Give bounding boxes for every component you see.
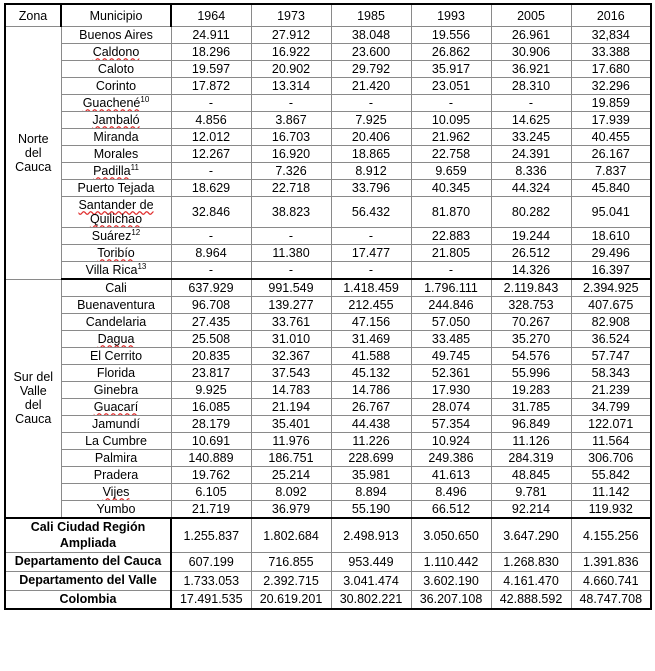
population-value: 48.845	[491, 467, 571, 484]
population-value: 16.397	[571, 262, 651, 280]
population-value: 2.119.843	[491, 279, 571, 297]
total-value: 20.619.201	[251, 590, 331, 609]
population-value: 6.105	[171, 484, 251, 501]
zone-label: Sur del Valle del Cauca	[5, 279, 61, 518]
population-value: 37.543	[251, 365, 331, 382]
population-value: 19.762	[171, 467, 251, 484]
population-value: 21.719	[171, 501, 251, 519]
total-value: 716.855	[251, 553, 331, 572]
population-value: 18.629	[171, 180, 251, 197]
population-value: 21.805	[411, 245, 491, 262]
population-value: 23.817	[171, 365, 251, 382]
population-value: -	[251, 95, 331, 112]
population-value: 22.718	[251, 180, 331, 197]
population-value: 244.846	[411, 297, 491, 314]
column-header-1985: 1985	[331, 4, 411, 27]
table-row	[5, 450, 651, 467]
table-row	[5, 197, 651, 228]
population-value: 22.758	[411, 146, 491, 163]
population-value: 20.835	[171, 348, 251, 365]
population-value: 32,834	[571, 27, 651, 44]
table-row	[5, 314, 651, 331]
column-header-1973: 1973	[251, 4, 331, 27]
population-value: 4.856	[171, 112, 251, 129]
population-value: 57.050	[411, 314, 491, 331]
population-value: 284.319	[491, 450, 571, 467]
population-value: 8.336	[491, 163, 571, 180]
population-value: 19.244	[491, 228, 571, 245]
population-value: 55.190	[331, 501, 411, 519]
population-value: 119.932	[571, 501, 651, 519]
population-value: 31.010	[251, 331, 331, 348]
population-value: 14.786	[331, 382, 411, 399]
footnote-marker: 12	[131, 227, 141, 237]
column-header-zona: Zona	[5, 4, 61, 27]
municipality-name: Pradera	[61, 467, 171, 484]
total-value: 48.747.708	[571, 590, 651, 609]
population-value: 16.085	[171, 399, 251, 416]
population-value: 18.296	[171, 44, 251, 61]
municipality-name: Toribío	[61, 245, 171, 262]
municipality-name: Caldono	[61, 44, 171, 61]
population-value: 26.862	[411, 44, 491, 61]
population-value: 7.837	[571, 163, 651, 180]
table-row	[5, 399, 651, 416]
population-value: 1.418.459	[331, 279, 411, 297]
population-value: 20.406	[331, 129, 411, 146]
population-value: -	[171, 95, 251, 112]
municipality-name: Morales	[61, 146, 171, 163]
municipality-name: Vijes	[61, 484, 171, 501]
table-row	[5, 467, 651, 484]
municipality-name: Guachené$^{10}$	[61, 95, 171, 112]
population-value: 26.512	[491, 245, 571, 262]
population-value: 212.455	[331, 297, 411, 314]
population-value: 24.911	[171, 27, 251, 44]
population-value: 17.872	[171, 78, 251, 95]
column-header-2005: 2005	[491, 4, 571, 27]
population-value: -	[171, 262, 251, 280]
table-row	[5, 163, 651, 180]
population-value: 16.703	[251, 129, 331, 146]
municipality-name: Santander de Quilichao	[61, 197, 171, 228]
population-value: 32.846	[171, 197, 251, 228]
total-label: Departamento del Valle	[5, 571, 171, 590]
population-value: 92.214	[491, 501, 571, 519]
municipality-name: Puerto Tejada	[61, 180, 171, 197]
footnote-marker: 11	[130, 162, 139, 172]
table-row	[5, 279, 651, 297]
header-row	[5, 4, 651, 27]
population-value: -	[331, 228, 411, 245]
municipality-name: Yumbo	[61, 501, 171, 519]
population-value: 32.296	[571, 78, 651, 95]
municipality-name: Buenos Aires	[61, 27, 171, 44]
population-value: 23.051	[411, 78, 491, 95]
population-value: -	[411, 262, 491, 280]
total-label: Colombia	[5, 590, 171, 609]
population-value: -	[251, 262, 331, 280]
table-row	[5, 416, 651, 433]
population-value: 56.432	[331, 197, 411, 228]
table-row	[5, 228, 651, 245]
municipality-name: Ginebra	[61, 382, 171, 399]
population-value: 8.964	[171, 245, 251, 262]
population-value: 14.625	[491, 112, 571, 129]
table-row	[5, 348, 651, 365]
total-label: Cali Ciudad Región Ampliada	[5, 518, 171, 553]
population-table	[4, 3, 652, 610]
population-value: 11.380	[251, 245, 331, 262]
population-value: 407.675	[571, 297, 651, 314]
column-header-municipio: Municipio	[61, 4, 171, 27]
table-row	[5, 501, 651, 519]
population-value: 10.095	[411, 112, 491, 129]
population-value: 28.179	[171, 416, 251, 433]
population-value: 19.283	[491, 382, 571, 399]
population-value: 33.485	[411, 331, 491, 348]
population-value: 27.912	[251, 27, 331, 44]
population-value: 991.549	[251, 279, 331, 297]
population-value: 45.132	[331, 365, 411, 382]
population-value: 80.282	[491, 197, 571, 228]
population-value: 249.386	[411, 450, 491, 467]
municipality-name: Guacarí	[61, 399, 171, 416]
population-value: 55.996	[491, 365, 571, 382]
population-value: 10.924	[411, 433, 491, 450]
population-value: 40.455	[571, 129, 651, 146]
table-row	[5, 433, 651, 450]
table-row	[5, 146, 651, 163]
footnote-marker: 13	[137, 261, 147, 271]
total-value: 3.050.650	[411, 518, 491, 553]
population-value: 96.849	[491, 416, 571, 433]
population-value: 54.576	[491, 348, 571, 365]
population-value: 26.167	[571, 146, 651, 163]
municipality-name: La Cumbre	[61, 433, 171, 450]
table-row	[5, 61, 651, 78]
population-value: 637.929	[171, 279, 251, 297]
population-value: 38.823	[251, 197, 331, 228]
population-value: 49.745	[411, 348, 491, 365]
table-row	[5, 484, 651, 501]
total-value: 1.733.053	[171, 571, 251, 590]
population-value: 27.435	[171, 314, 251, 331]
total-value: 1.268.830	[491, 553, 571, 572]
column-header-2016: 2016	[571, 4, 651, 27]
population-value: 20.902	[251, 61, 331, 78]
population-value: 17.680	[571, 61, 651, 78]
population-value: 26.961	[491, 27, 571, 44]
municipality-name: Jambaló	[61, 112, 171, 129]
population-value: 33.796	[331, 180, 411, 197]
municipality-name: Miranda	[61, 129, 171, 146]
population-value: 18.865	[331, 146, 411, 163]
population-value: -	[251, 228, 331, 245]
table-row	[5, 95, 651, 112]
population-value: 36.524	[571, 331, 651, 348]
population-value: 17.930	[411, 382, 491, 399]
total-value: 607.199	[171, 553, 251, 572]
population-value: 8.912	[331, 163, 411, 180]
population-value: 82.908	[571, 314, 651, 331]
population-value: 32.367	[251, 348, 331, 365]
total-value: 953.449	[331, 553, 411, 572]
municipality-name: Villa Rica$^{13}$	[61, 262, 171, 280]
population-value: 11.226	[331, 433, 411, 450]
population-value: 30.906	[491, 44, 571, 61]
municipality-name: Jamundí	[61, 416, 171, 433]
population-value: 8.894	[331, 484, 411, 501]
table-body	[5, 27, 651, 610]
population-value: 29.792	[331, 61, 411, 78]
population-value: -	[171, 228, 251, 245]
footnote-marker: 10	[140, 94, 150, 104]
population-value: 35.981	[331, 467, 411, 484]
population-value: 45.840	[571, 180, 651, 197]
municipality-name: Suárez$^{12}$	[61, 228, 171, 245]
table-row	[5, 180, 651, 197]
population-value: 19.597	[171, 61, 251, 78]
population-value: 11.976	[251, 433, 331, 450]
population-value: 36.979	[251, 501, 331, 519]
population-value: 16.920	[251, 146, 331, 163]
total-value: 36.207.108	[411, 590, 491, 609]
table-row	[5, 78, 651, 95]
table-row	[5, 365, 651, 382]
population-value: 41.613	[411, 467, 491, 484]
table-row	[5, 129, 651, 146]
population-value: 11.564	[571, 433, 651, 450]
population-value: 55.842	[571, 467, 651, 484]
population-value: 28.310	[491, 78, 571, 95]
population-value: 19.556	[411, 27, 491, 44]
municipality-name: Buenaventura	[61, 297, 171, 314]
population-value: 9.659	[411, 163, 491, 180]
population-value: 2.394.925	[571, 279, 651, 297]
population-value: 328.753	[491, 297, 571, 314]
zone-label: Norte del Cauca	[5, 27, 61, 280]
table-row	[5, 27, 651, 44]
population-value: 81.870	[411, 197, 491, 228]
municipality-name: El Cerrito	[61, 348, 171, 365]
total-value: 1.110.442	[411, 553, 491, 572]
total-value: 2.498.913	[331, 518, 411, 553]
population-value: -	[331, 262, 411, 280]
total-value: 1.391.836	[571, 553, 651, 572]
population-value: 52.361	[411, 365, 491, 382]
population-value: 7.925	[331, 112, 411, 129]
total-row	[5, 553, 651, 572]
table-row	[5, 262, 651, 280]
municipality-name: Candelaria	[61, 314, 171, 331]
population-value: 44.438	[331, 416, 411, 433]
population-value: 8.092	[251, 484, 331, 501]
population-value: 140.889	[171, 450, 251, 467]
population-value: 36.921	[491, 61, 571, 78]
total-value: 3.041.474	[331, 571, 411, 590]
population-value: 18.610	[571, 228, 651, 245]
population-value: 57.747	[571, 348, 651, 365]
table-row	[5, 297, 651, 314]
population-value: 10.691	[171, 433, 251, 450]
total-value: 30.802.221	[331, 590, 411, 609]
population-value: 23.600	[331, 44, 411, 61]
table-row	[5, 382, 651, 399]
population-value: 70.267	[491, 314, 571, 331]
table-row	[5, 331, 651, 348]
municipality-name: Dagua	[61, 331, 171, 348]
population-value: 11.142	[571, 484, 651, 501]
population-value: 96.708	[171, 297, 251, 314]
population-value: 35.917	[411, 61, 491, 78]
total-row	[5, 571, 651, 590]
population-value: 12.012	[171, 129, 251, 146]
population-value: 57.354	[411, 416, 491, 433]
municipality-name: Padilla$^{11}$	[61, 163, 171, 180]
total-value: 3.602.190	[411, 571, 491, 590]
population-value: 95.041	[571, 197, 651, 228]
population-value: 35.401	[251, 416, 331, 433]
population-value: 24.391	[491, 146, 571, 163]
total-value: 1.255.837	[171, 518, 251, 553]
municipality-name: Caloto	[61, 61, 171, 78]
population-value: 34.799	[571, 399, 651, 416]
population-value: -	[331, 95, 411, 112]
table-row	[5, 44, 651, 61]
population-value: 21.420	[331, 78, 411, 95]
population-value: 47.156	[331, 314, 411, 331]
population-value: 33.761	[251, 314, 331, 331]
population-value: 31.469	[331, 331, 411, 348]
population-value: 7.326	[251, 163, 331, 180]
population-value: -	[171, 163, 251, 180]
population-value: 122.071	[571, 416, 651, 433]
municipality-name: Palmira	[61, 450, 171, 467]
population-value: 21.194	[251, 399, 331, 416]
total-label: Departamento del Cauca	[5, 553, 171, 572]
population-value: -	[411, 95, 491, 112]
population-value: 58.343	[571, 365, 651, 382]
population-value: 25.214	[251, 467, 331, 484]
column-header-1964: 1964	[171, 4, 251, 27]
population-value: 40.345	[411, 180, 491, 197]
population-value: 139.277	[251, 297, 331, 314]
population-value: 41.588	[331, 348, 411, 365]
population-value: 13.314	[251, 78, 331, 95]
total-row	[5, 590, 651, 609]
population-value: 12.267	[171, 146, 251, 163]
population-value: 9.925	[171, 382, 251, 399]
total-value: 17.491.535	[171, 590, 251, 609]
population-value: 25.508	[171, 331, 251, 348]
column-header-1993: 1993	[411, 4, 491, 27]
population-value: 31.785	[491, 399, 571, 416]
population-value: 17.477	[331, 245, 411, 262]
population-value: 186.751	[251, 450, 331, 467]
population-value: 8.496	[411, 484, 491, 501]
population-value: 33.245	[491, 129, 571, 146]
population-value: 1.796.111	[411, 279, 491, 297]
total-value: 4.660.741	[571, 571, 651, 590]
population-value: 9.781	[491, 484, 571, 501]
total-value: 4.155.256	[571, 518, 651, 553]
population-value: 33.388	[571, 44, 651, 61]
population-value: 44.324	[491, 180, 571, 197]
population-value: 21.239	[571, 382, 651, 399]
population-value: 28.074	[411, 399, 491, 416]
municipality-name: Florida	[61, 365, 171, 382]
total-value: 3.647.290	[491, 518, 571, 553]
total-value: 2.392.715	[251, 571, 331, 590]
population-value: 17.939	[571, 112, 651, 129]
population-value: 22.883	[411, 228, 491, 245]
population-value: 3.867	[251, 112, 331, 129]
population-value: 14.326	[491, 262, 571, 280]
table-row	[5, 112, 651, 129]
population-value: 66.512	[411, 501, 491, 519]
municipality-name: Corinto	[61, 78, 171, 95]
population-value: 21.962	[411, 129, 491, 146]
population-value: -	[491, 95, 571, 112]
total-value: 4.161.470	[491, 571, 571, 590]
total-value: 42.888.592	[491, 590, 571, 609]
municipality-name: Cali	[61, 279, 171, 297]
population-value: 16.922	[251, 44, 331, 61]
table-row	[5, 245, 651, 262]
population-value: 11.126	[491, 433, 571, 450]
total-value: 1.802.684	[251, 518, 331, 553]
population-value: 19.859	[571, 95, 651, 112]
population-value: 26.767	[331, 399, 411, 416]
population-value: 228.699	[331, 450, 411, 467]
population-value: 38.048	[331, 27, 411, 44]
table-header	[5, 4, 651, 27]
total-row	[5, 518, 651, 553]
population-value: 14.783	[251, 382, 331, 399]
population-value: 29.496	[571, 245, 651, 262]
population-value: 35.270	[491, 331, 571, 348]
population-value: 306.706	[571, 450, 651, 467]
